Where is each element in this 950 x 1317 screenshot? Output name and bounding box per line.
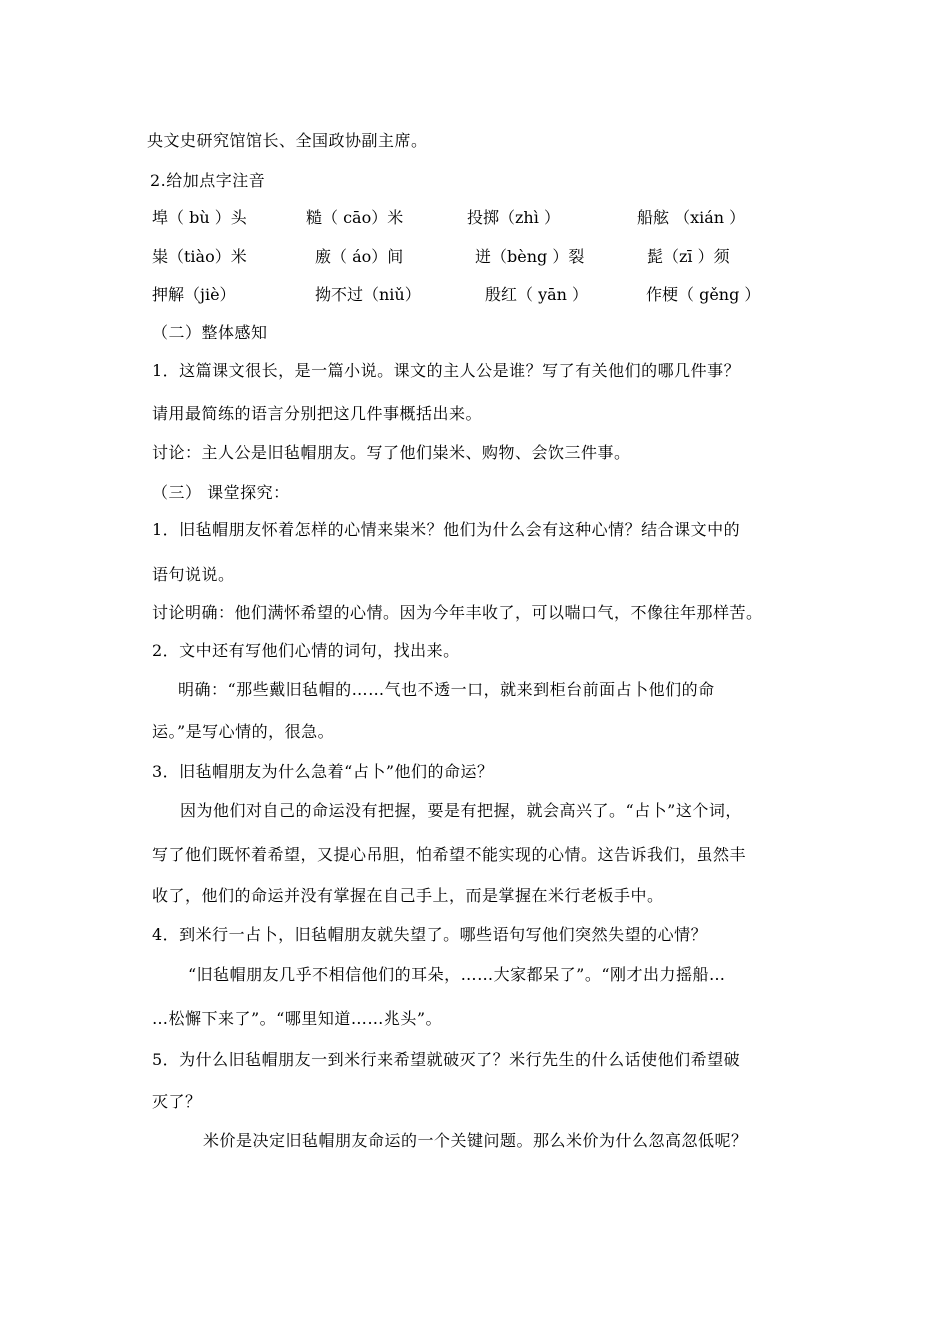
question-line: 3．旧毡帽朋友为什么急着“占卜”他们的命运？ (152, 762, 494, 781)
pinyin-item: 髭（zī ）须 (647, 247, 730, 266)
pinyin-item: 糙（ cāo）米 (306, 208, 404, 227)
pinyin-item: 廒（ áo）间 (315, 247, 404, 266)
section-heading: （三） 课堂探究： (152, 483, 290, 502)
text-line: 写了他们既怀着希望，又提心吊胆，怕希望不能实现的心情。这告诉我们，虽然丰 (152, 845, 747, 864)
text-line: 语句说说。 (152, 565, 235, 584)
text-line: 讨论明确：他们满怀希望的心情。因为今年丰收了，可以喘口气，不像往年那样苦。 (152, 603, 763, 622)
pinyin-item: 殷红（ yān ） (485, 285, 589, 304)
pinyin-item: 粜（tiào）米 (152, 247, 247, 266)
pinyin-item: 埠（ bù ）头 (152, 208, 247, 227)
pinyin-item: 押解（jiè） (152, 285, 236, 304)
section-heading: 2.给加点字注音 (150, 171, 266, 190)
question-line: 2．文中还有写他们心情的词句，找出来。 (152, 641, 460, 660)
question-line: 5．为什么旧毡帽朋友一到米行来希望就破灭了？米行先生的什么话使他们希望破 (152, 1050, 741, 1069)
text-line: 讨论：主人公是旧毡帽朋友。写了他们粜米、购物、会饮三件事。 (152, 443, 631, 462)
pinyin-item: 拗不过（niǔ） (315, 285, 421, 304)
text-line: 请用最简练的语言分别把这几件事概括出来。 (152, 404, 483, 423)
text-line: “旧毡帽朋友几乎不相信他们的耳朵，……大家都呆了”。“刚才出力摇船… (188, 965, 726, 984)
text-line: 运。”是写心情的，很急。 (152, 722, 335, 741)
text-line: 因为他们对自己的命运没有把握，要是有把握，就会高兴了。“占卜”这个词， (180, 801, 742, 820)
question-line: 4．到米行一占卜，旧毡帽朋友就失望了。哪些语句写他们突然失望的心情？ (152, 925, 708, 944)
pinyin-item: 作梗（ gěng ） (646, 285, 761, 304)
text-line: 央文史研究馆馆长、全国政协副主席。 (147, 131, 428, 150)
text-line: 收了，他们的命运并没有掌握在自己手上，而是掌握在米行老板手中。 (152, 886, 664, 905)
text-line: 灭了？ (152, 1092, 202, 1111)
question-line: 1．旧毡帽朋友怀着怎样的心情来粜米？他们为什么会有这种心情？结合课文中的 (152, 520, 741, 539)
text-line: …松懈下来了”。“哪里知道……兆头”。 (152, 1009, 443, 1028)
pinyin-item: 投掷（zhì ） (467, 208, 560, 227)
pinyin-item: 迸（bèng ）裂 (475, 247, 585, 266)
text-line: 明确：“那些戴旧毡帽的……气也不透一口，就来到柜台前面占卜他们的命 (178, 680, 715, 699)
section-heading: （二）整体感知 (152, 323, 268, 342)
pinyin-item: 船舷 （xián ） (637, 208, 746, 227)
question-line: 1．这篇课文很长，是一篇小说。课文的主人公是谁？写了有关他们的哪几件事？ (152, 361, 741, 380)
text-line: 米价是决定旧毡帽朋友命运的一个关键问题。那么米价为什么忽高忽低呢？ (203, 1131, 748, 1150)
